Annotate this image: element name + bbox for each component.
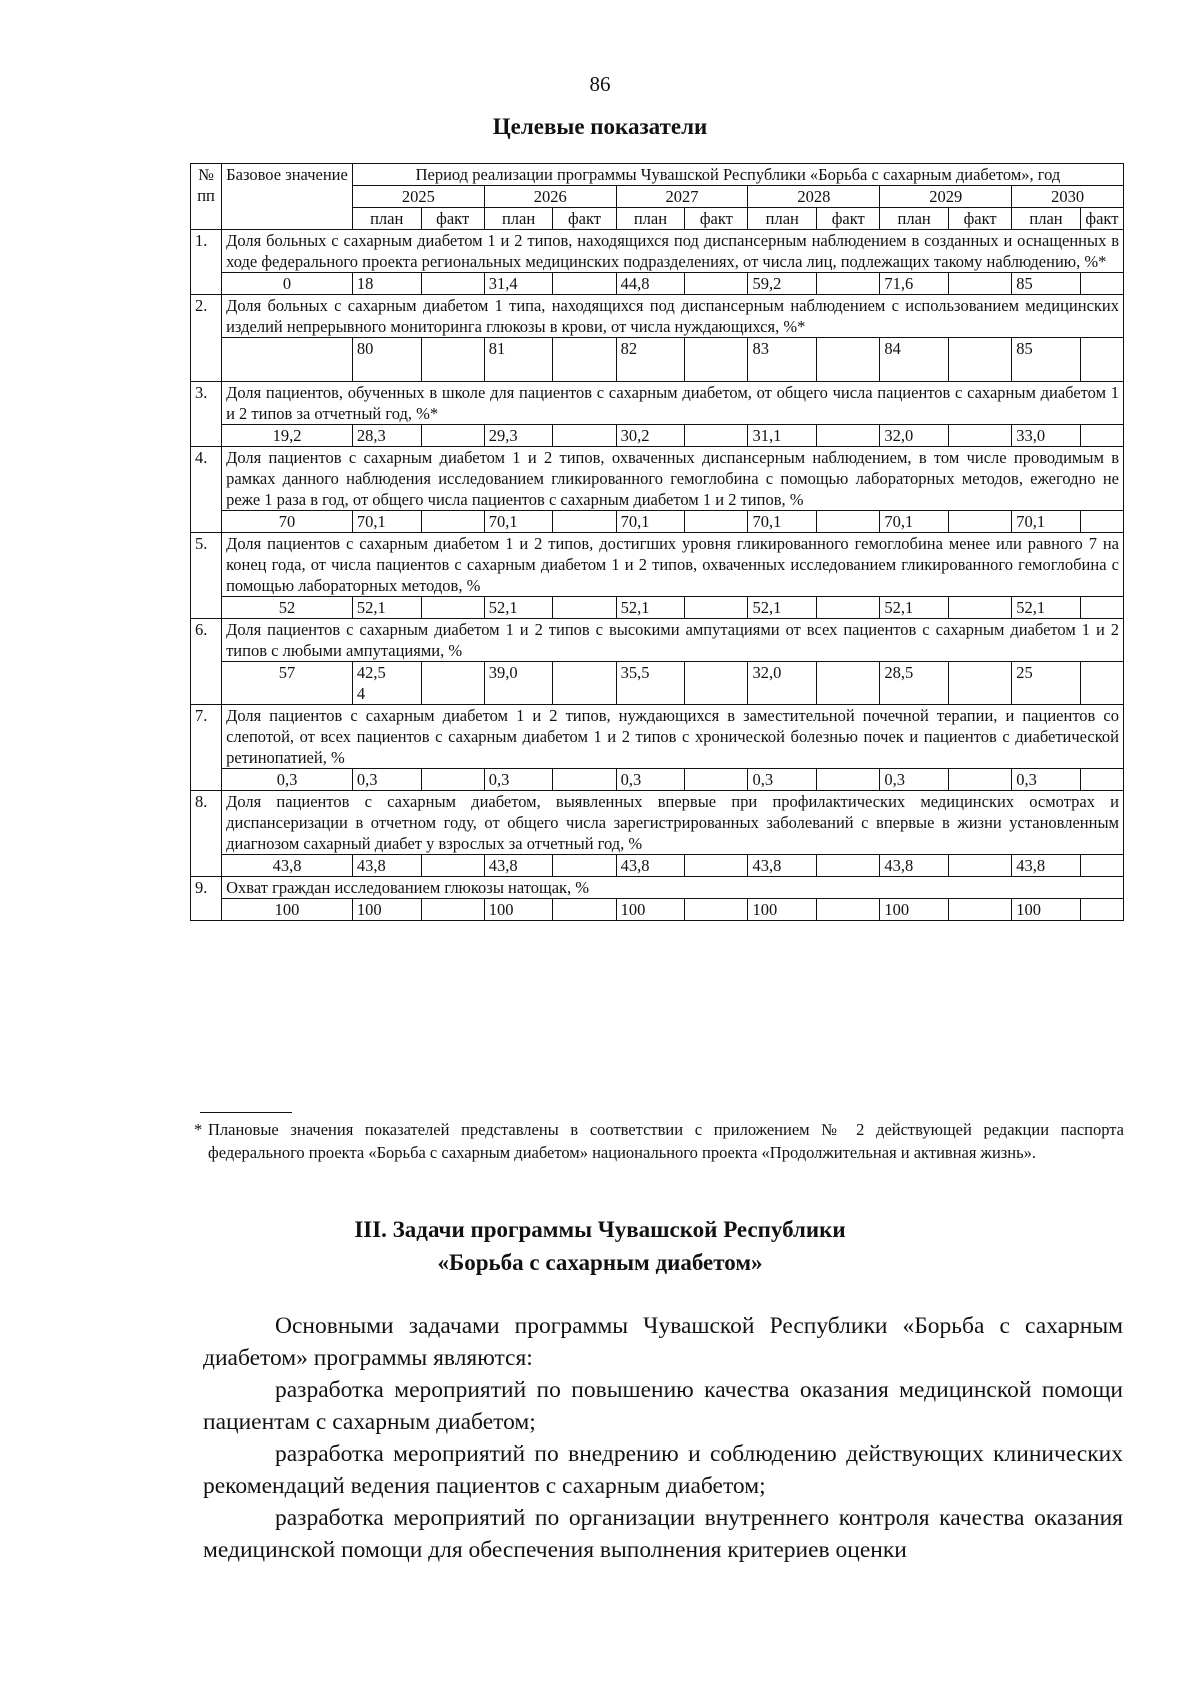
plan-value: 33,0 [1012,425,1081,447]
header-period: Период реализации программы Чувашской Республики «Борьба с сахарным диабетом», год [352,164,1123,186]
plan-value: 0,3 [616,769,685,791]
fact-value [817,425,880,447]
base-value: 52 [222,597,353,619]
header-fact: факт [421,208,484,230]
plan-value: 100 [880,899,949,921]
row-number: 8. [191,791,222,877]
table-row-values [191,425,1124,447]
fact-value [1080,899,1123,921]
fact-value [421,273,484,295]
fact-value [817,273,880,295]
fact-value [1080,855,1123,877]
plan-value: 32,0 [880,425,949,447]
indicator-name: Доля больных с сахарным диабетом 1 типа, находящихся под диспансерным наблюдением с использованием медицинских изделий непрерывного мониторинга глюкозы в крови, от числа нуждающихся, %* [222,295,1124,338]
plan-value: 44,8 [616,273,685,295]
header-year: 2029 [880,186,1012,208]
header-num: № пп [191,164,222,230]
indicator-name: Доля пациентов с сахарным диабетом 1 и 2 типов, нуждающихся в заместительной почечной терапии, и пациентов со слепотой, от всех пациентов с сахарным диабетом 1 и 2 типов с хронической болезнью почек и пациентов с диабетической ретинопатией, % [222,705,1124,769]
fact-value [685,511,748,533]
footnote-mark: * [194,1120,203,1139]
fact-value [1080,338,1123,382]
plan-value: 43,8 [352,855,421,877]
footnote-rule [200,1112,292,1113]
fact-value [817,662,880,705]
table-row [191,447,1124,511]
fact-value [553,855,616,877]
fact-value [948,273,1011,295]
fact-value [948,899,1011,921]
plan-value: 28,5 [880,662,949,705]
plan-value: 100 [484,899,553,921]
table-row-values [191,597,1124,619]
base-value: 43,8 [222,855,353,877]
plan-value: 42,5 4 [352,662,421,705]
plan-value: 52,1 [880,597,949,619]
section-title [0,1213,1200,1279]
fact-value [421,338,484,382]
fact-value [685,899,748,921]
indicator-name: Доля пациентов с сахарным диабетом 1 и 2 типов, достигших уровня гликированного гемоглобина менее или равного 7 на конец года, от числа пациентов с сахарным диабетом 1 и 2 типов, охваченных исследованием гликированного гемоглобина с помощью лабораторных методов, % [222,533,1124,597]
plan-value: 43,8 [616,855,685,877]
plan-value: 52,1 [352,597,421,619]
plan-value: 70,1 [616,511,685,533]
section-body [203,1310,1123,1566]
fact-value [948,662,1011,705]
plan-value: 70,1 [484,511,553,533]
fact-value [817,338,880,382]
plan-value: 28,3 [352,425,421,447]
plan-value: 100 [748,899,817,921]
fact-value [948,855,1011,877]
paragraph: разработка мероприятий по организации внутреннего контроля качества оказания медицинской помощи для обеспечения выполнения критериев оценки [203,1505,1123,1563]
plan-value: 85 [1012,338,1081,382]
fact-value [1080,273,1123,295]
plan-value: 52,1 [484,597,553,619]
fact-value [553,273,616,295]
fact-value [421,899,484,921]
table-row [191,382,1124,425]
plan-value: 43,8 [880,855,949,877]
fact-value [1080,769,1123,791]
plan-value: 0,3 [484,769,553,791]
plan-value: 70,1 [1012,511,1081,533]
header-plan: план [484,208,553,230]
plan-value: 70,1 [880,511,949,533]
table-row [191,295,1124,338]
plan-value: 39,0 [484,662,553,705]
table-row-values [191,273,1124,295]
indicator-name: Доля пациентов с сахарным диабетом 1 и 2 типов, охваченных диспансерным наблюдением, в том числе проводимым в рамках данного наблюдения исследованием гликированного гемоглобина с помощью лабораторных методов, ежегодно не реже 1 раза в год, от общего числа пациентов с сахарным диабетом 1 и 2 типов, % [222,447,1124,511]
fact-value [817,597,880,619]
header-plan: план [1012,208,1081,230]
plan-value: 100 [352,899,421,921]
base-value: 57 [222,662,353,705]
plan-value: 30,2 [616,425,685,447]
fact-value [817,899,880,921]
plan-value: 18 [352,273,421,295]
plan-value: 85 [1012,273,1081,295]
fact-value [948,597,1011,619]
page-number: 86 [589,72,611,96]
table-row-values [191,899,1124,921]
plan-value: 0,3 [880,769,949,791]
header-plan: план [880,208,949,230]
header-base: Базовое значение [222,164,353,230]
table-row [191,705,1124,769]
fact-value [553,511,616,533]
indicator-name: Доля больных с сахарным диабетом 1 и 2 типов, находящихся под диспансерным наблюдением в созданных и оснащенных в ходе федерального проекта региональных медицинских подразделениях, от числа лиц, подлежащих такому наблюдению, %* [222,230,1124,273]
fact-value [817,511,880,533]
row-number: 9. [191,877,222,921]
plan-value: 0,3 [352,769,421,791]
plan-value: 59,2 [748,273,817,295]
row-number: 4. [191,447,222,533]
footnote-text: Плановые значения показателей представлены в соответствии с приложением № 2 действующей редакции паспорта федерального проекта «Борьба с сахарным диабетом» национального проекта «Продолжительная и активная жизнь». [208,1120,1124,1162]
indicator-name: Доля пациентов, обученных в школе для пациентов с сахарным диабетом, от общего числа пациентов с сахарным диабетом 1 и 2 типов за отчетный год, %* [222,382,1124,425]
fact-value [685,273,748,295]
fact-value [1080,425,1123,447]
plan-value: 82 [616,338,685,382]
fact-value [553,769,616,791]
header-fact: факт [685,208,748,230]
fact-value [685,597,748,619]
base-value: 100 [222,899,353,921]
plan-value: 71,6 [880,273,949,295]
table-row-values [191,338,1124,382]
fact-value [685,769,748,791]
plan-value: 32,0 [748,662,817,705]
table-body [191,230,1124,921]
plan-value: 35,5 [616,662,685,705]
header-year: 2025 [352,186,484,208]
plan-value: 0,3 [1012,769,1081,791]
header-plan: план [748,208,817,230]
table-title: Целевые показатели [492,114,708,139]
plan-value: 43,8 [748,855,817,877]
fact-value [1080,662,1123,705]
plan-value: 80 [352,338,421,382]
row-number: 1. [191,230,222,295]
table-row [191,877,1124,899]
footnote [194,1118,1124,1164]
fact-value [1080,511,1123,533]
fact-value [421,511,484,533]
header-fact: факт [817,208,880,230]
plan-value: 83 [748,338,817,382]
plan-value: 43,8 [1012,855,1081,877]
header-year: 2028 [748,186,880,208]
table-row-values [191,855,1124,877]
table-row [191,619,1124,662]
plan-value: 29,3 [484,425,553,447]
base-value: 70 [222,511,353,533]
plan-value: 100 [1012,899,1081,921]
fact-value [685,425,748,447]
fact-value [421,662,484,705]
plan-value: 25 [1012,662,1081,705]
indicators-table [190,163,1124,921]
fact-value [421,855,484,877]
fact-value [421,597,484,619]
indicator-name: Охват граждан исследованием глюкозы натощак, % [222,877,1124,899]
fact-value [553,899,616,921]
fact-value [948,338,1011,382]
fact-value [685,855,748,877]
header-plan: план [352,208,421,230]
row-number: 6. [191,619,222,705]
table-row-values [191,662,1124,705]
fact-value [553,597,616,619]
fact-value [817,855,880,877]
base-value: 19,2 [222,425,353,447]
row-number: 3. [191,382,222,447]
base-value: 0 [222,273,353,295]
fact-value [948,511,1011,533]
base-value [222,338,353,382]
fact-value [1080,597,1123,619]
plan-value: 100 [616,899,685,921]
fact-value [817,769,880,791]
indicator-name: Доля пациентов с сахарным диабетом, выявленных впервые при профилактических медицинских осмотрах и диспансеризации в отчетном году, от общего числа зарегистрированных заболеваний с впервые в жизни установленным диагнозом сахарный диабет у взрослых за отчетный год, % [222,791,1124,855]
plan-value: 70,1 [352,511,421,533]
paragraph: Основными задачами программы Чувашской Республики «Борьба с сахарным диабетом» программы являются: [203,1313,1123,1371]
plan-value: 70,1 [748,511,817,533]
fact-value [421,425,484,447]
fact-value [553,662,616,705]
table-row-values [191,511,1124,533]
indicator-name: Доля пациентов с сахарным диабетом 1 и 2 типов с высокими ампутациями от всех пациентов с сахарным диабетом 1 и 2 типов с любыми ампутациями, % [222,619,1124,662]
row-number: 2. [191,295,222,382]
fact-value [685,662,748,705]
header-year: 2027 [616,186,748,208]
header-fact: факт [948,208,1011,230]
header-year: 2026 [484,186,616,208]
plan-value: 84 [880,338,949,382]
fact-value [421,769,484,791]
fact-value [553,425,616,447]
fact-value [685,338,748,382]
table-row [191,230,1124,273]
plan-value: 52,1 [1012,597,1081,619]
row-number: 7. [191,705,222,791]
plan-value: 31,1 [748,425,817,447]
row-number: 5. [191,533,222,619]
table-row [191,791,1124,855]
plan-value: 52,1 [748,597,817,619]
paragraph: разработка мероприятий по внедрению и соблюдению действующих клинических рекомендаций ведения пациентов с сахарным диабетом; [203,1441,1123,1499]
table-row-values [191,769,1124,791]
plan-value: 43,8 [484,855,553,877]
table-row [191,533,1124,597]
header-fact: факт [553,208,616,230]
header-year: 2030 [1012,186,1124,208]
plan-value: 31,4 [484,273,553,295]
plan-value: 52,1 [616,597,685,619]
fact-value [948,769,1011,791]
base-value: 0,3 [222,769,353,791]
fact-value [948,425,1011,447]
section-title-line-1: III. Задачи программы Чувашской Республики [354,1217,846,1242]
plan-value: 81 [484,338,553,382]
header-plan: план [616,208,685,230]
paragraph: разработка мероприятий по повышению качества оказания медицинской помощи пациентам с сахарным диабетом; [203,1377,1123,1435]
fact-value [553,338,616,382]
section-title-line-2: «Борьба с сахарным диабетом» [437,1250,763,1275]
header-fact: факт [1080,208,1123,230]
plan-value: 0,3 [748,769,817,791]
